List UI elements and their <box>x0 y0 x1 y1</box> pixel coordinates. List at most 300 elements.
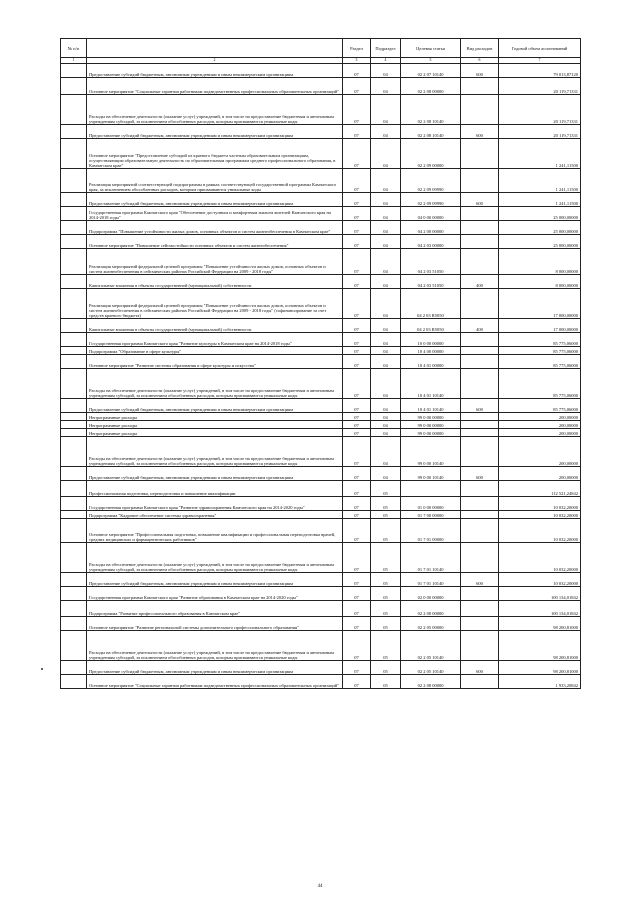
row-exp-type-cell: 600 <box>461 573 499 587</box>
index-cell: 3 <box>343 58 371 64</box>
row-exp-type-cell <box>461 347 499 355</box>
row-number-cell <box>61 193 87 207</box>
index-cell: 5 <box>401 58 461 64</box>
row-section-cell: 07 <box>343 221 371 235</box>
table-row <box>61 587 581 601</box>
row-sum-cell: 25 000,00000 <box>499 207 581 221</box>
row-subsection-cell: 05 <box>371 617 401 631</box>
row-name-cell: Государственная программа Камчатского края "Обеспечение доступным и комфортным жильем жителей Камчатского края на 2014-2018 годы" <box>87 207 343 221</box>
row-article-cell: 02 2 08 00000 <box>401 78 461 95</box>
row-sum-cell: 1 241,11500 <box>499 193 581 207</box>
row-name-cell: Подпрограмма "Развитие профессионального образования в Камчатском крае" <box>87 601 343 617</box>
row-exp-type-cell <box>461 429 499 437</box>
row-name-cell: Предоставление субсидий бюджетным, автономным учреждениям и иным некоммерческим организациям <box>87 125 343 139</box>
row-exp-type-cell <box>461 481 499 497</box>
row-sum-cell: 100 134,01842 <box>499 587 581 601</box>
row-exp-type-cell <box>461 289 499 319</box>
row-number-cell <box>61 617 87 631</box>
row-sum-cell: 85 775,06000 <box>499 355 581 369</box>
row-exp-type-cell: 600 <box>461 661 499 675</box>
row-number-cell <box>61 497 87 511</box>
row-section-cell: 07 <box>343 193 371 207</box>
row-section-cell: 07 <box>343 347 371 355</box>
row-subsection-cell: 04 <box>371 467 401 481</box>
row-sum-cell: 85 775,06000 <box>499 369 581 399</box>
row-exp-type-cell <box>461 497 499 511</box>
row-number-cell <box>61 481 87 497</box>
row-name-cell: Основное мероприятие "Развитие региональной системы дополнительного профессионального образования" <box>87 617 343 631</box>
document-page <box>60 38 580 689</box>
row-number-cell <box>61 429 87 437</box>
row-article-cell: 01 7 01 10140 <box>401 543 461 573</box>
row-article-cell: 02 2 09 09990 <box>401 193 461 207</box>
header-section: Раздел <box>343 39 371 58</box>
row-number-cell <box>61 64 87 78</box>
row-sum-cell: 79 013,87120 <box>499 64 581 78</box>
row-exp-type-cell <box>461 631 499 661</box>
row-sum-cell: 20 119,71331 <box>499 95 581 125</box>
row-name-cell: Капитальные вложения в объекты государственной (муниципальной) собственности <box>87 275 343 289</box>
row-number-cell <box>61 125 87 139</box>
row-number-cell <box>61 319 87 333</box>
row-subsection-cell: 04 <box>371 78 401 95</box>
table-row <box>61 543 581 573</box>
row-sum-cell: 10 032,20000 <box>499 519 581 543</box>
row-subsection-cell: 04 <box>371 347 401 355</box>
row-article-cell: 02 0 00 00000 <box>401 587 461 601</box>
row-section-cell: 07 <box>343 207 371 221</box>
table-row <box>61 437 581 467</box>
index-cell: 1 <box>61 58 87 64</box>
table-row <box>61 319 581 333</box>
row-number-cell <box>61 631 87 661</box>
row-section-cell: 07 <box>343 497 371 511</box>
row-article-cell: 04 2 03 51050 <box>401 275 461 289</box>
row-section-cell: 07 <box>343 355 371 369</box>
row-article-cell: 10 0 00 00000 <box>401 333 461 347</box>
row-section-cell: 07 <box>343 125 371 139</box>
row-name-cell: Государственная программа Камчатского края "Развитие культуры в Камчатском крае на 2014-2018 годы" <box>87 333 343 347</box>
row-article-cell: 02 2 09 00000 <box>401 139 461 169</box>
row-section-cell: 07 <box>343 275 371 289</box>
row-section-cell: 07 <box>343 421 371 429</box>
row-exp-type-cell: 600 <box>461 467 499 481</box>
row-name-cell: Основное мероприятие "Профессиональная подготовка, повышение квалификации и профессиональная переподготовка врачей, средних медицинских и фармацевтических работников" <box>87 519 343 543</box>
row-sum-cell: 200,00000 <box>499 467 581 481</box>
table-row <box>61 207 581 221</box>
row-subsection-cell: 04 <box>371 399 401 413</box>
row-subsection-cell: 04 <box>371 275 401 289</box>
row-exp-type-cell: 400 <box>461 275 499 289</box>
page-number: 44 <box>317 884 323 889</box>
row-section-cell: 07 <box>343 399 371 413</box>
row-name-cell: Непрограммные расходы <box>87 413 343 421</box>
table-row <box>61 573 581 587</box>
row-number-cell <box>61 511 87 519</box>
row-sum-cell: 25 000,00000 <box>499 235 581 249</box>
row-exp-type-cell <box>461 207 499 221</box>
row-article-cell: 99 0 00 10140 <box>401 437 461 467</box>
row-article-cell: 01 7 01 10140 <box>401 573 461 587</box>
row-number-cell <box>61 587 87 601</box>
row-article-cell: 02 2 05 10140 <box>401 631 461 661</box>
row-section-cell: 07 <box>343 289 371 319</box>
row-number-cell <box>61 519 87 543</box>
row-number-cell <box>61 543 87 573</box>
row-article-cell: 02 2 09 09990 <box>401 169 461 193</box>
table-row <box>61 467 581 481</box>
row-number-cell <box>61 221 87 235</box>
table-row <box>61 421 581 429</box>
row-article-cell: 01 0 00 00000 <box>401 497 461 511</box>
row-exp-type-cell <box>461 587 499 601</box>
row-subsection-cell: 04 <box>371 333 401 347</box>
row-article-cell: 04 2 03 51050 <box>401 249 461 275</box>
table-row <box>61 519 581 543</box>
table-row <box>61 511 581 519</box>
row-name-cell: Капитальные вложения в объекты государственной (муниципальной) собственности <box>87 319 343 333</box>
row-exp-type-cell <box>461 413 499 421</box>
row-section-cell: 07 <box>343 437 371 467</box>
table-row <box>61 275 581 289</box>
row-subsection-cell: 04 <box>371 221 401 235</box>
row-sum-cell: 98 200,81000 <box>499 631 581 661</box>
row-section-cell: 07 <box>343 519 371 543</box>
row-exp-type-cell: 400 <box>461 319 499 333</box>
index-cell: 7 <box>499 58 581 64</box>
row-sum-cell: 25 000,00000 <box>499 221 581 235</box>
table-row <box>61 193 581 207</box>
row-name-cell: Государственная программа Камчатского края "Развитие здравоохранения Камчатского края на 2014-2020 годы" <box>87 497 343 511</box>
row-sum-cell: 1 241,11500 <box>499 139 581 169</box>
row-exp-type-cell <box>461 221 499 235</box>
row-section-cell: 07 <box>343 511 371 519</box>
row-name-cell: Расходы на обеспечение деятельности (оказание услуг) учреждений, в том числе на предоставление бюджетным и автономным учреждениям субсидий, за исключением обособленных расходов, которым присваиваются уникальные коды <box>87 543 343 573</box>
budget-table <box>60 38 581 689</box>
row-exp-type-cell <box>461 617 499 631</box>
row-section-cell: 07 <box>343 587 371 601</box>
table-row <box>61 169 581 193</box>
row-subsection-cell: 04 <box>371 64 401 78</box>
row-name-cell: Государственная программа Камчатского края "Развитие образования в Камчатском крае на 2014-2020 годы" <box>87 587 343 601</box>
row-exp-type-cell <box>461 543 499 573</box>
table-row <box>61 64 581 78</box>
row-number-cell <box>61 333 87 347</box>
row-section-cell: 07 <box>343 601 371 617</box>
row-exp-type-cell <box>461 355 499 369</box>
row-sum-cell: 20 119,71331 <box>499 78 581 95</box>
row-article-cell: 01 7 01 00000 <box>401 519 461 543</box>
row-number-cell <box>61 437 87 467</box>
row-name-cell: Основное мероприятие "Развитие системы образования в сфере культуры и искусства" <box>87 355 343 369</box>
row-number-cell <box>61 207 87 221</box>
table-row <box>61 289 581 319</box>
row-number-cell <box>61 467 87 481</box>
row-subsection-cell: 05 <box>371 631 401 661</box>
table-row <box>61 617 581 631</box>
row-section-cell: 07 <box>343 319 371 333</box>
row-sum-cell: 112 521,24842 <box>499 481 581 497</box>
row-sum-cell: 8 000,00000 <box>499 249 581 275</box>
table-row <box>61 661 581 675</box>
table-row <box>61 429 581 437</box>
row-name-cell: Реализация мероприятий федеральной целевой программы "Повышение устойчивости жилых домов, основных объектов и систем жизнеобеспечения в сейсмических районах Российской Федерации на 2009 - 2018 годы" (софинансирование за счет средств краевого бюджета) <box>87 289 343 319</box>
row-exp-type-cell <box>461 78 499 95</box>
row-article-cell: 04 2 03 00000 <box>401 235 461 249</box>
row-number-cell <box>61 369 87 399</box>
row-section-cell: 07 <box>343 675 371 689</box>
row-section-cell: 07 <box>343 369 371 399</box>
row-section-cell: 07 <box>343 661 371 675</box>
header-exp-type: Вид расходов <box>461 39 499 58</box>
row-subsection-cell: 04 <box>371 413 401 421</box>
row-name-cell: Непрограммные расходы <box>87 421 343 429</box>
row-name-cell: Основное мероприятие "Социальные гарантии работникам подведомственных профессиональных образовательных организаций" <box>87 675 343 689</box>
row-article-cell: 99 0 00 10140 <box>401 467 461 481</box>
row-name-cell: Предоставление субсидий бюджетным, автономным учреждениям и иным некоммерческим организациям <box>87 399 343 413</box>
row-article-cell: 01 7 00 00000 <box>401 511 461 519</box>
row-subsection-cell: 04 <box>371 235 401 249</box>
table-row <box>61 347 581 355</box>
row-number-cell <box>61 95 87 125</box>
row-subsection-cell: 04 <box>371 289 401 319</box>
table-row <box>61 399 581 413</box>
table-row <box>61 413 581 421</box>
row-article-cell <box>401 481 461 497</box>
header-sum: Годовой объем ассигнований <box>499 39 581 58</box>
row-subsection-cell: 05 <box>371 519 401 543</box>
row-subsection-cell: 05 <box>371 573 401 587</box>
row-exp-type-cell <box>461 333 499 347</box>
row-subsection-cell: 05 <box>371 481 401 497</box>
row-article-cell: 10 4 01 10140 <box>401 369 461 399</box>
row-article-cell: 02 2 08 10140 <box>401 95 461 125</box>
row-sum-cell: 98 200,81000 <box>499 661 581 675</box>
row-number-cell <box>61 139 87 169</box>
row-name-cell: Предоставление субсидий бюджетным, автономным учреждениям и иным некоммерческим организациям <box>87 64 343 78</box>
row-name-cell: Профессиональная подготовка, переподготовка и повышение квалификации <box>87 481 343 497</box>
row-name-cell: Реализация мероприятий соответствующей подпрограммы в рамках соответствующей государственной программы Камчатского края, за исключением обособленных расходов, которым присваиваются уникальные коды <box>87 169 343 193</box>
row-number-cell <box>61 573 87 587</box>
row-exp-type-cell <box>461 511 499 519</box>
row-name-cell: Расходы на обеспечение деятельности (оказание услуг) учреждений, в том числе на предоставление бюджетным и автономным учреждениям субсидий, за исключением обособленных расходов, которым присваиваются уникальные коды <box>87 631 343 661</box>
row-article-cell: 02 2 08 10140 <box>401 125 461 139</box>
row-name-cell: Подпрограмма "Образование в сфере культуры" <box>87 347 343 355</box>
row-exp-type-cell <box>461 437 499 467</box>
row-sum-cell: 100 134,01842 <box>499 601 581 617</box>
row-section-cell: 07 <box>343 95 371 125</box>
index-cell: 2 <box>87 58 343 64</box>
row-subsection-cell: 04 <box>371 125 401 139</box>
row-section-cell: 07 <box>343 429 371 437</box>
row-number-cell <box>61 235 87 249</box>
header-name <box>87 39 343 58</box>
row-name-cell: Основное мероприятие "Предоставление субсидий из краевого бюджета частным образовательным организациям, осуществляющим образовательную деятельность по образовательным программам среднего профессионального образования, в Камчатском крае" <box>87 139 343 169</box>
row-exp-type-cell <box>461 421 499 429</box>
row-exp-type-cell <box>461 519 499 543</box>
row-subsection-cell: 04 <box>371 355 401 369</box>
row-number-cell <box>61 289 87 319</box>
table-row <box>61 249 581 275</box>
row-sum-cell: 8 000,00000 <box>499 275 581 289</box>
row-number-cell <box>61 249 87 275</box>
row-subsection-cell: 04 <box>371 369 401 399</box>
row-number-cell <box>61 169 87 193</box>
row-section-cell: 07 <box>343 467 371 481</box>
row-section-cell: 07 <box>343 543 371 573</box>
row-article-cell: 10 4 00 00000 <box>401 347 461 355</box>
row-name-cell: Непрограммные расходы <box>87 429 343 437</box>
row-subsection-cell: 05 <box>371 661 401 675</box>
table-row <box>61 601 581 617</box>
row-number-cell <box>61 355 87 369</box>
row-exp-type-cell <box>461 95 499 125</box>
table-row <box>61 497 581 511</box>
row-article-cell: 04 2 00 00000 <box>401 221 461 235</box>
row-sum-cell: 17 000,00000 <box>499 319 581 333</box>
row-article-cell: 04 0 00 00000 <box>401 207 461 221</box>
row-article-cell: 04 2 03 R5050 <box>401 289 461 319</box>
row-sum-cell: 10 032,20000 <box>499 511 581 519</box>
table-row <box>61 221 581 235</box>
row-article-cell: 02 2 00 00000 <box>401 601 461 617</box>
row-name-cell: Предоставление субсидий бюджетным, автономным учреждениям и иным некоммерческим организациям <box>87 573 343 587</box>
row-name-cell: Основное мероприятие "Повышение сейсмостойкости основных объектов и систем жизнеобеспечения" <box>87 235 343 249</box>
row-article-cell: 99 0 00 00000 <box>401 429 461 437</box>
row-exp-type-cell: 600 <box>461 64 499 78</box>
row-name-cell: Расходы на обеспечение деятельности (оказание услуг) учреждений, в том числе на предоставление бюджетным и автономным учреждениям субсидий, за исключением обособленных расходов, которым присваиваются уникальные коды <box>87 369 343 399</box>
row-exp-type-cell: 600 <box>461 193 499 207</box>
row-subsection-cell: 04 <box>371 249 401 275</box>
row-section-cell: 07 <box>343 413 371 421</box>
row-subsection-cell: 04 <box>371 437 401 467</box>
row-article-cell: 02 2 07 10140 <box>401 64 461 78</box>
row-sum-cell: 200,00000 <box>499 421 581 429</box>
row-sum-cell: 200,00000 <box>499 437 581 467</box>
row-exp-type-cell: 600 <box>461 399 499 413</box>
row-subsection-cell: 05 <box>371 543 401 573</box>
header-article: Целевая статья <box>401 39 461 58</box>
row-sum-cell: 200,00000 <box>499 413 581 421</box>
row-section-cell: 07 <box>343 631 371 661</box>
row-name-cell: Предоставление субсидий бюджетным, автономным учреждениям и иным некоммерческим организациям <box>87 467 343 481</box>
row-section-cell: 07 <box>343 333 371 347</box>
row-number-cell <box>61 413 87 421</box>
row-sum-cell: 98 200,81000 <box>499 617 581 631</box>
table-row <box>61 369 581 399</box>
row-subsection-cell: 05 <box>371 511 401 519</box>
row-exp-type-cell <box>461 235 499 249</box>
row-subsection-cell: 04 <box>371 139 401 169</box>
table-row <box>61 355 581 369</box>
row-exp-type-cell <box>461 139 499 169</box>
row-exp-type-cell <box>461 249 499 275</box>
row-subsection-cell: 04 <box>371 207 401 221</box>
table-row <box>61 95 581 125</box>
row-section-cell: 07 <box>343 78 371 95</box>
row-name-cell: Расходы на обеспечение деятельности (оказание услуг) учреждений, в том числе на предоставление бюджетным и автономным учреждениям субсидий, за исключением обособленных расходов, которым присваиваются уникальные коды <box>87 437 343 467</box>
row-subsection-cell: 04 <box>371 319 401 333</box>
table-row <box>61 481 581 497</box>
row-exp-type-cell <box>461 601 499 617</box>
table-row <box>61 78 581 95</box>
margin-dot <box>41 668 43 670</box>
row-article-cell: 02 2 05 10140 <box>401 661 461 675</box>
row-subsection-cell: 04 <box>371 169 401 193</box>
row-exp-type-cell <box>461 169 499 193</box>
row-section-cell: 07 <box>343 169 371 193</box>
table-row <box>61 235 581 249</box>
row-article-cell: 02 2 08 00000 <box>401 675 461 689</box>
row-subsection-cell: 05 <box>371 587 401 601</box>
row-exp-type-cell: 600 <box>461 125 499 139</box>
row-sum-cell: 10 032,20000 <box>499 573 581 587</box>
header-subsection: Подраздел <box>371 39 401 58</box>
table-row <box>61 333 581 347</box>
row-subsection-cell: 04 <box>371 429 401 437</box>
row-sum-cell: 20 119,71331 <box>499 125 581 139</box>
row-subsection-cell: 05 <box>371 497 401 511</box>
row-name-cell: Расходы на обеспечение деятельности (оказание услуг) учреждений, в том числе на предоставление бюджетным и автономным учреждениям субсидий, за исключением обособленных расходов, которым присваиваются уникальные коды <box>87 95 343 125</box>
table-row <box>61 675 581 689</box>
row-number-cell <box>61 275 87 289</box>
row-exp-type-cell <box>461 675 499 689</box>
row-section-cell: 07 <box>343 573 371 587</box>
header-num: № п/п <box>61 39 87 58</box>
row-article-cell: 10 4 01 00000 <box>401 355 461 369</box>
row-section-cell: 07 <box>343 235 371 249</box>
row-name-cell: Предоставление субсидий бюджетным, автономным учреждениям и иным некоммерческим организациям <box>87 193 343 207</box>
row-name-cell: Подпрограмма "Повышение устойчивости жилых домов, основных объектов и систем жизнеобеспечения в Камчатском крае" <box>87 221 343 235</box>
row-article-cell: 10 4 01 10140 <box>401 399 461 413</box>
row-number-cell <box>61 675 87 689</box>
row-article-cell: 99 0 00 00000 <box>401 413 461 421</box>
row-name-cell: Подпрограмма "Кадровое обеспечение системы здравоохранения" <box>87 511 343 519</box>
row-article-cell: 02 2 05 00000 <box>401 617 461 631</box>
index-cell: 6 <box>461 58 499 64</box>
row-subsection-cell: 05 <box>371 675 401 689</box>
table-row <box>61 139 581 169</box>
row-sum-cell: 17 000,00000 <box>499 289 581 319</box>
row-number-cell <box>61 347 87 355</box>
row-subsection-cell: 05 <box>371 601 401 617</box>
row-sum-cell: 1 241,11500 <box>499 169 581 193</box>
row-section-cell: 07 <box>343 64 371 78</box>
row-sum-cell: 10 032,20000 <box>499 543 581 573</box>
row-article-cell: 04 2 03 R5050 <box>401 319 461 333</box>
row-exp-type-cell <box>461 369 499 399</box>
row-article-cell: 99 0 00 00000 <box>401 421 461 429</box>
row-number-cell <box>61 78 87 95</box>
row-name-cell: Реализация мероприятий федеральной целевой программы "Повышение устойчивости жилых домов, основных объектов и систем жизнеобеспечения в сейсмических районах Российской Федерации на 2009 - 2018 годы" <box>87 249 343 275</box>
row-section-cell: 07 <box>343 617 371 631</box>
row-subsection-cell: 04 <box>371 193 401 207</box>
row-section-cell: 07 <box>343 249 371 275</box>
row-sum-cell: 200,00000 <box>499 429 581 437</box>
row-number-cell <box>61 601 87 617</box>
row-number-cell <box>61 399 87 413</box>
row-sum-cell: 1 933,20842 <box>499 675 581 689</box>
row-sum-cell: 85 775,06000 <box>499 347 581 355</box>
row-subsection-cell: 04 <box>371 95 401 125</box>
table-row <box>61 631 581 661</box>
row-sum-cell: 10 032,20000 <box>499 497 581 511</box>
row-name-cell: Предоставление субсидий бюджетным, автономным учреждениям и иным некоммерческим организациям <box>87 661 343 675</box>
row-number-cell <box>61 661 87 675</box>
row-subsection-cell: 04 <box>371 421 401 429</box>
row-sum-cell: 85 775,06000 <box>499 333 581 347</box>
row-name-cell: Основное мероприятие "Социальные гарантии работникам подведомственных профессиональных образовательных организаций" <box>87 78 343 95</box>
